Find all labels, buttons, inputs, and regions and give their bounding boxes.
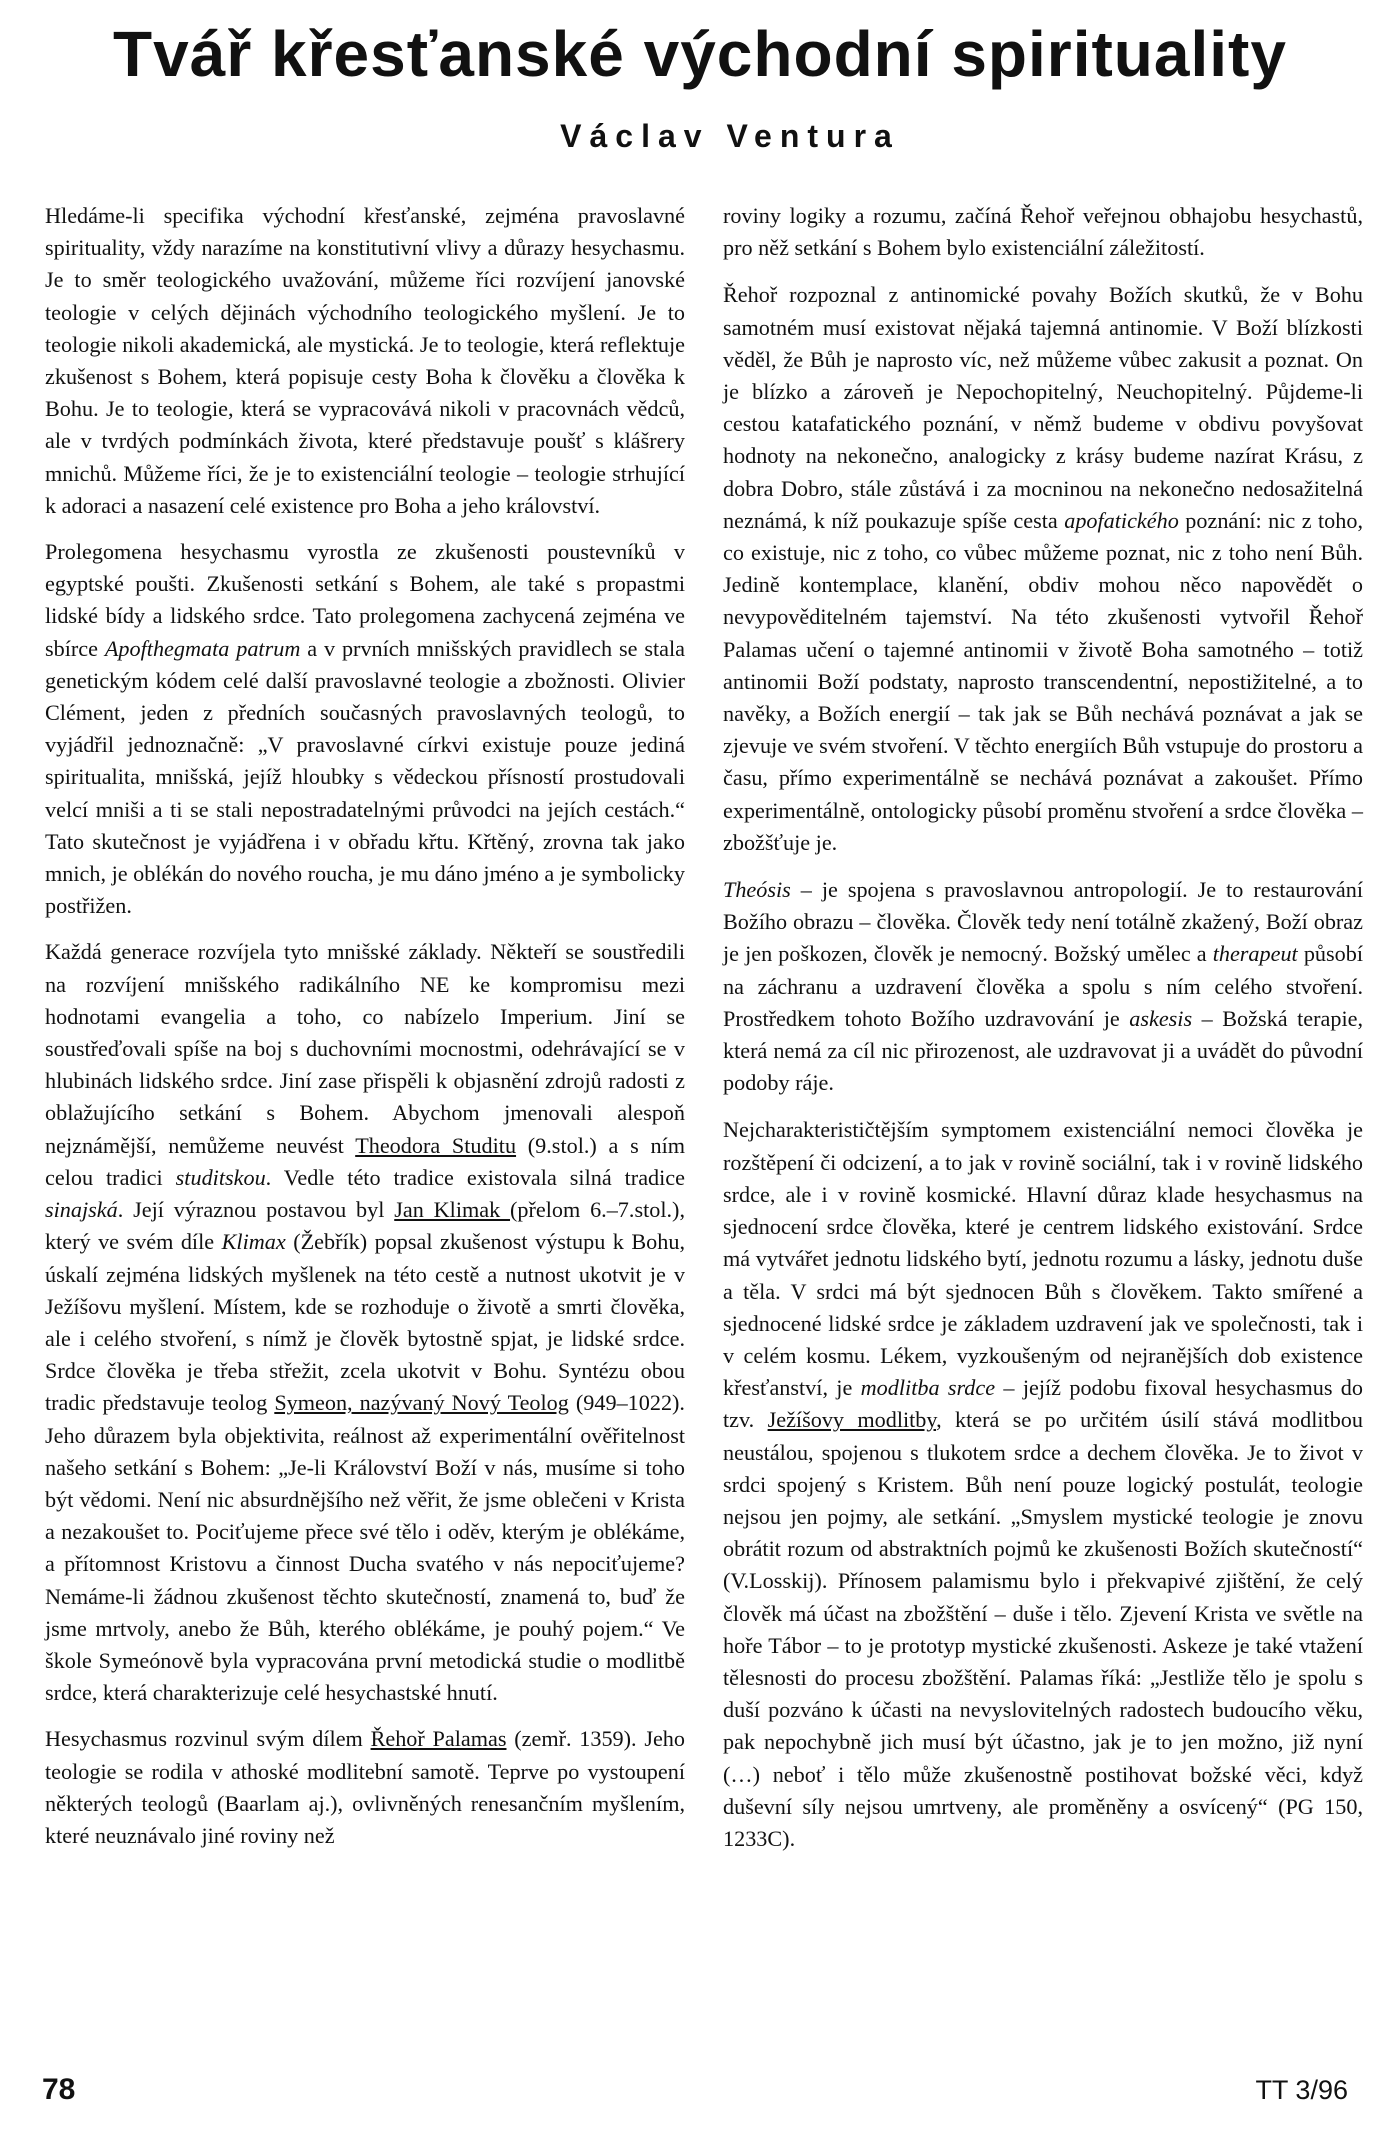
paragraph-text: – je spojena s pravoslavnou antropologií. Je to restaurování Božího obrazu – člověka. Člověk tedy není totálně zkažený, Boží obraz je jen poškozen, člověk je nemocný. Božský umělec a [723,877,1363,967]
underlined-name: Řehoř Palamas [370,1726,507,1752]
italic-title: Klimax [221,1229,286,1255]
paragraph [45,536,685,922]
right-column [723,200,1363,1870]
paragraph-text: Nejcharakterističtějším symptomem existenciální nemoci člověka je rozštěpení či odcizení, a to jak v rovině sociální, tak i v rovině lidského srdce, ale i v rovině kosmické. Hlavní důraz klade hesychasmus na sjednocení srdce člověka, které je centrem lidského existování. Srdce má vytvářet jednotu lidského bytí, jednotu rozumu a lásky, jednotu duše a těla. V srdci má být sjednocen Bůh s člověkem. Takto smířené a sjednocené lidské srdce je základem uzdravení jak ve společnosti, tak i v celém kosmu. Lékem, vyzkoušeným od nejranějších dob existence křesťanství, je [723,1117,1363,1401]
paragraph [723,200,1363,264]
paragraph-text: (zemř. 1359). Jeho teologie se rodila v athoské modlitební samotě. Teprve po vystoupení některých teologů (Baarlam aj.), ovlivněných renesančním myšlením, které neuznávalo jiné roviny než [45,1726,685,1848]
paragraph-text: , která se po určitém úsilí stává modlitbou neustálou, spojenou s tlukotem srdce a dechem člověka. Je to život v srdci spojený s Kristem. Bůh není pouze logický postulát, teologie nejsou jen pojmy, ale setkání. „Smyslem mystické teologie je znovu obrátit rozum od abstraktních pojmů ke zkušenosti Božích skutečností“ (V.Losskij). Přínosem palamismu bylo i překvapivé zjištění, že celý člověk má účast na zbožštění – duše i tělo. Zjevení Krista ve světle na hoře Tábor – to je prototyp mystické zkušenosti. Askeze je také vtažení tělesnosti do procesu zbožštění. Palamas říká: „Jestliže tělo je spolu s duší pozváno k účasti na nevyslovitelných radostech budoucího věku, pak nepochybně jich musí být účastno, jak je to jen možno, již nyní (…) neboť i tělo může zkušenostně postihovat božské věci, když duševní síly nejsou umrtveny, ale proměněny a osvícený“ (PG 150, 1233C). [723,1407,1363,1851]
journal-reference: TT 3/96 [1255,2075,1348,2105]
italic-term: therapeut [1212,941,1298,967]
paragraph-text: . Vedle této tradice existovala silná tradice [265,1164,685,1190]
paragraph-text: Každá generace rozvíjela tyto mnišské základy. Někteří se soustředili na rozvíjení mnišského radikálního NE ke kompromisu mezi hodnotami evangelia a toho, co nabízelo Imperium. Jiní se soustřeďovali spíše na boj s duchovními mocnostmi, odehrávající se v hlubinách lidského srdce. Jiní zase přispěli k objasnění zdrojů radosti z oblažujícího setkání s Bohem. Abychom jmenovali alespoň nejznámější, nemůžeme neuvést [45,939,685,1158]
paragraph-text: Hesychasmus rozvinul svým dílem [45,1726,371,1752]
paragraph-text: roviny logiky a rozumu, začíná Řehoř veřejnou obhajobu hesychastů, pro něž setkání s Bohem bylo existenciální záležitostí. [723,203,1363,261]
underlined-name: Jan Klimak [394,1197,511,1223]
italic-term: askesis [1129,1005,1193,1031]
paragraph-text: Prolegomena hesychasmu vyrostla ze zkušenosti poustevníků v egyptské poušti. Zkušenosti setkání s Bohem, ale také s propastmi lidské bídy a lidského srdce. Tato prolegomena zachycená zejména ve sbírce [45,539,685,661]
italic-term: Theósis [723,877,791,903]
italic-term: apofatického [1064,507,1179,533]
italic-term: sinajská [45,1197,118,1223]
paragraph-text: Řehoř rozpoznal z antinomické povahy Božích skutků, že v Bohu samotném musí existovat nějaká tajemná antinomie. V Boží blízkosti věděl, že Bůh je naprosto víc, než můžeme vůbec zakusit a poznat. On je blízko a zároveň je Nepochopitelný, Neuchopitelný. Půjdeme-li cestou katafatického poznání, v němž budeme v obdivu povyšovat hodnoty na nekonečno, analogicky z krásy budeme nazírat Krásu, z dobra Dobro, stále zůstává i za mocninou na nekonečno nedosažitelná neznámá, k níž poukazuje spíše cesta [723,282,1363,533]
paragraph-text: a v prvních mnišských pravidlech se stala genetickým kódem celé další pravoslavné teologie a zbožnosti. Olivier Clément, jeden z předních současných pravoslavných teologů, to vyjádřil jednoznačně: „V pravoslavné církvi existuje pouze jediná spiritualita, mnišská, jejíž hloubky s vědeckou přísností prostudovali velcí mniši a ti se stali nepostradatelnými průvodci na jejích cestách.“ Tato skutečnost je vyjádřena i v obřadu křtu. Křtěný, zrovna tak jako mnich, je oblékán do nového roucha, je mu dáno jméno a je symbolicky postřižen. [45,635,685,919]
paragraph-text: (949–1022). Jeho důrazem byla objektivita, reálnost až experimentální ověřitelnost našeho setkání s Bohem: „Je-li Království Boží v nás, musíme si toho být vědomi. Není nic absurdnějšího než věřit, že jsme oblečeni v Krista a nezakoušet to. Pociťujeme přece své tělo i oděv, kterým je oblékáme, a přítomnost Kristovu a činnost Ducha svatého v nás nepociťujeme? Nemáme-li žádnou zkušenost těchto skutečností, znamená to, buď že jsme mrtvoly, anebo že Bůh, kterého oblékáme, je pouhý pojem.“ Ve škole Symeónově byla vypracována první metodická studie o modlitbě srdce, která charakterizuje celé hesychastské hnutí. [45,1390,685,1706]
paragraph-text: (přelom 6.–7.stol.), který ve svém díle [45,1197,685,1255]
paragraph [723,279,1363,859]
paragraph-text: (9.stol.) a s ním celou tradici [45,1132,685,1190]
paragraph-text: Hledáme-li specifika východní křesťanské, zejména pravoslavné spirituality, vždy narazíme na konstitutivní vlivy a důrazy hesychasmu. Je to směr teologického uvažování, můžeme říci rozvíjení janovské teologie v celých dějinách východního teologického myšlení. Je to teologie nikoli akademická, ale mystická. Je to teologie, která reflektuje zkušenost s Bohem, která popisuje cesty Boha k člověku a člověka k Bohu. Je to teologie, která se vypracovává nikoli v pracovnách vědců, ale v tvrdých podmínkách života, které představuje poušť s klášrery mnichů. Můžeme říci, že je to existenciální teologie – teologie strhující k adoraci a nasazení celé existence pro Boha a jeho království. [45,203,685,518]
italic-term: studitskou [175,1164,266,1190]
paragraph [723,874,1363,1099]
underlined-name: Symeon, nazývaný Nový Teolog [274,1390,569,1416]
paragraph-text: poznání: nic z toho, co existuje, nic z toho, co vůbec můžeme poznat, nic z toho není Bůh. Jedině kontemplace, klanění, obdiv mohou něco napovědět o nevypověditelném tajemství. Na této zkušenosti vytvořil Řehoř Palamas učení o tajemné antinomii v životě Boha samotného – totiž antinomii Boží podstaty, naprosto transcendentní, nepostižitelné, a to navěky, a Božích energií – tak jak se Bůh nechává poznávat a jak se zjevuje ve svém stvoření. V těchto energiích Bůh vstupuje do prostoru a času, přímo experimentálně se nechává poznávat a zakoušet. Přímo experimentálně, ontologicky působí proměnu stvoření a srdce člověka – zbožšťuje je. [723,507,1363,855]
paragraph [45,200,685,522]
paragraph [45,936,685,1709]
paragraph-text: – Božská terapie, která nemá za cíl nic přirozenost, ale uzdravovat ji a uvádět do původní podoby ráje. [723,1005,1363,1096]
article-title: Tvář křesťanské východní spirituality [113,18,1287,90]
paragraph [45,1723,685,1852]
italic-title: Apofthegmata patrum [104,635,301,661]
left-column [45,200,685,1866]
page-number: 78 [42,2073,76,2106]
underlined-name: Theodora Studitu [355,1132,517,1158]
italic-term: modlitba srdce [860,1375,996,1401]
underlined-term: Ježíšovy modlitby [767,1407,937,1433]
article-author: Václav Ventura [560,118,900,154]
paragraph-text: působí na záchranu a uzdravení člověka a spolu s ním celého stvoření. Prostředkem tohoto Božího uzdravování je [723,941,1363,1031]
paragraph-text: – jejíž podobu fixoval hesychasmus do tzv. [723,1375,1363,1433]
paragraph [723,1114,1363,1855]
paragraph-text: (Žebřík) popsal zkušenost výstupu k Bohu, úskalí zejména lidských myšlenek na této cestě a nutnost ukotvit je v Ježíšovu myšlení. Místem, kde se rozhoduje o životě a smrti člověka, ale i celého stvoření, s nímž je člověk bytostně spjat, je lidské srdce. Srdce člověka je třeba střežit, zcela ukotvit v Bohu. Syntézu obou tradic představuje teolog [45,1229,685,1416]
paragraph-text: . Její výraznou postavou byl [117,1197,395,1223]
